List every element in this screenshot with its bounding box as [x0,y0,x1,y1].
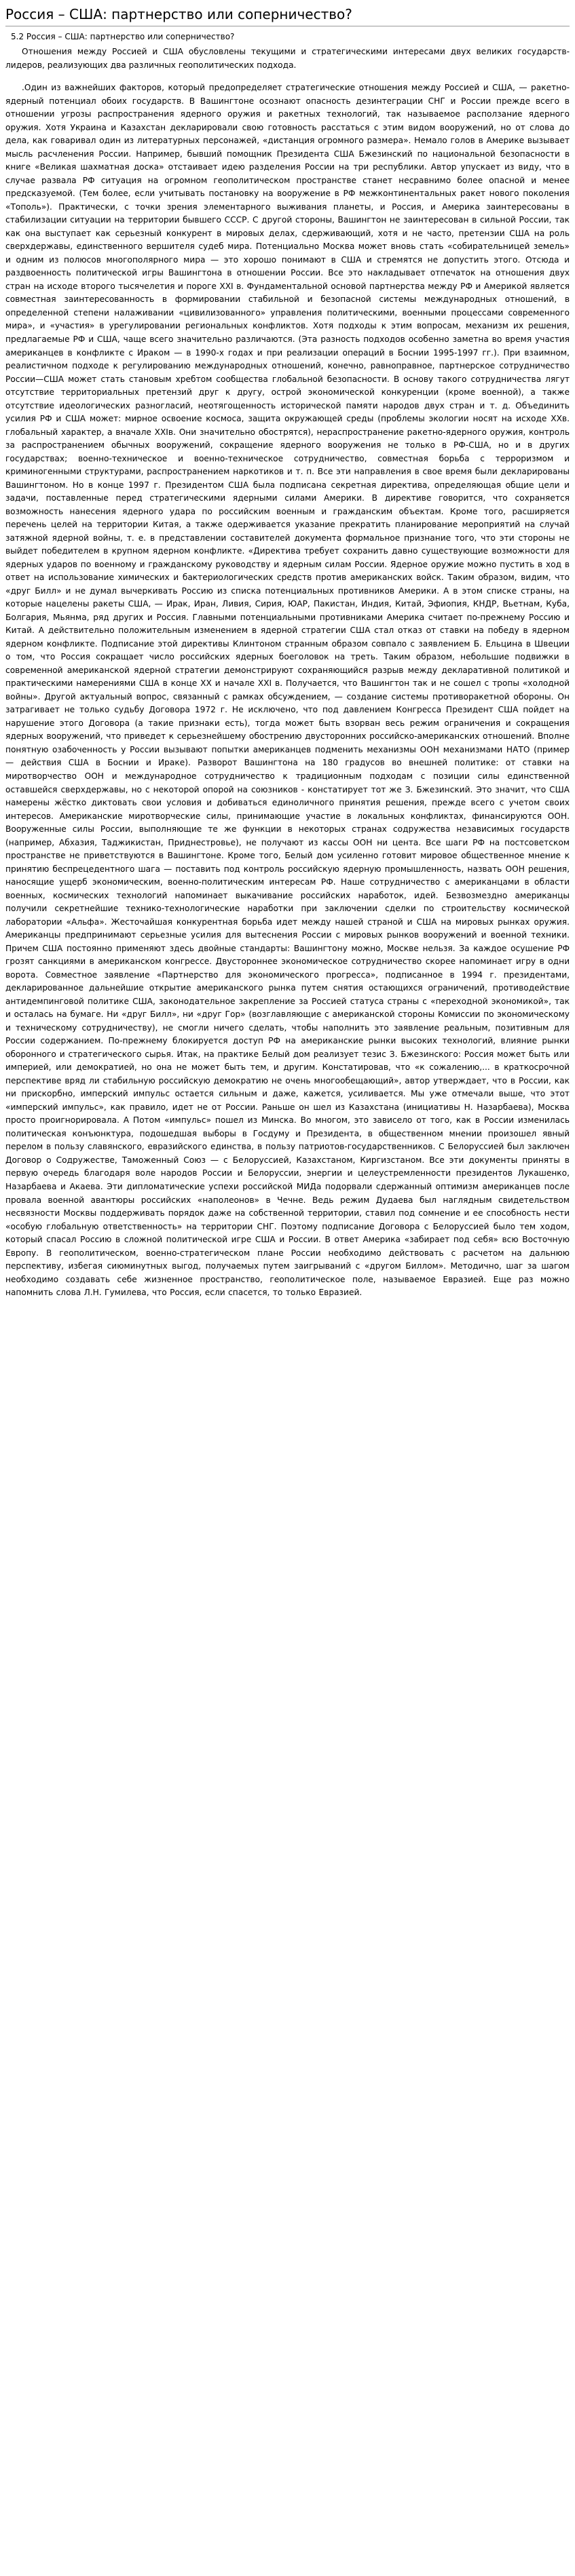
section-heading: 5.2 Россия – США: партнерство или соперничество? [11,32,235,41]
body-paragraph: .Один из важнейших факторов, который предопределяет стратегические отношения между Россией и США, — ракетно-ядерный потенциал обоих государств. В Вашингтоне осознают опасность дезинтеграции СНГ и России прежде всего в отношении угрозы распространения ядерного оружия и ракетных технологий, так называемое расползание ядерного оружия. Хотя Украина и Казахстан декларировали свою готовность расстаться с этим видом вооружений, но от слова до дела, как говаривал один из литературных персонажей, «дистанция огромного размера». Немало голов в Америке вызывает мысль расчленения России. Например, бывший помощник Президента США Бжезинский по национальной безопасности в книге «Великая шахматная доска» отстаивает идею разделения России на три республики. Автор упускает из виду, что в случае развала РФ ситуация на огромном геополитическом пространстве станет несравнимо более опасной и менее предсказуемой. (Тем более, если учитывать постановку на вооружение в РФ межконтинентальных ракет нового поколения «Тополь»). Практически, с точки зрения элементарного выживания планеты, и Россия, и Америка заинтересованы в стабилизации ситуации на территории бывшего СССР. С другой стороны, Вашингтон не заинтересован в сильной России, так как она выступает как серьезный конкурент в мировых делах, сдерживающий, хотя и не часто, претензии США на роль сверхдержавы, единственного вершителя судеб мира. Потенциально Москва может вновь стать «собирательницей земель» и одним из полюсов многополярного мира — это хорошо понимают в США и стремятся не допустить этого. Отсюда и раздвоенность политической игры Вашингтона в отношении России. Все это накладывает отпечаток на отношения двух стран на исходе второго тысячелетия и пороге XXI в. Фундаментальной основой партнерства между РФ и Америкой является совместная заинтересованность в формировании стабильной и безопасной системы международных отношений, в определенной степени налаживании «цивилизованного» управления политическими, военными процессами современного мира», и «участия» в урегулировании региональных конфликтов. Хотя подходы к этим вопросам, механизм их решения, предлагаемые РФ и США, чаще всего значительно различаются. (Эта разность подходов особенно заметна во время участия американцев в конфликте с Ираком — в 1990-х годах и при реализации операций в Боснии 1995-1997 гг.). При взаимном, реалистичном подходе к регулированию международных отношений, конечно, равноправное, партнерское сотрудничество России—США может стать становым хребтом сообщества глобальной безопасности. В основу такого сотрудничества лягут отсутствие территориальных претензий друг к другу, острой экономической конкуренции (кроме военной), а также отсутствие идеологических разногласий, неотягощенность исторической памяти народов двух стран и т. д. Объединить усилия РФ и США может: мирное освоение космоса, защита окружающей среды (проблемы экологии носят на исходе XXв. глобальный характер, а вначале XXIв. Они значительно обострятся), нераспространение ракетно-ядерного оружия, контроль за распространением обычных вооружений, сокращение ядерного вооружения не только в РФ-США, но и в других государствах; военно-техническое и военно-техническое сотрудничество, совместная борьба с терроризмом и криминогенными структурами, распространением наркотиков и т. п. Все эти направления в свое время были декларированы Вашингтоном. Но в конце 1997 г. Президентом США была подписана секретная директива, определяющая общие цели и задачи, поставленные перед стратегическими ядерными силами Америки. В директиве говорится, что сохраняется возможность нанесения ядерного удара по российским военным и гражданским объектам. Кроме того, расширяется перечень целей на территории Китая, а также одерживается указание прекратить планирование мероприятий на случай затяжной ядерной войны, т. е. в представлении составителей документа формальное признание того, что эти стороны не выйдет победителем в крупном ядерном конфликте. «Директива требует сохранить давно существующие возможности для ядерных ударов по военному и гражданскому руководству и ядерным силам России. Ядерное оружие можно пустить в ход в ответ на использование химических и бактериологических средств против американских войск. Таким образом, видим, что «друг Билл» и не думал вычеркивать Россию из списка потенциальных противников Америки. А в этом списке страны, на которые нацелены ракеты США, — Ирак, Иран, Ливия, Сирия, ЮАР, Пакистан, Индия, Китай, Эфиопия, КНДР, Вьетнам, Куба, Болгария, Мьянма, ряд других и Россия. Главными потенциальными противниками Америка считает по-прежнему Россию и Китай. А действительно положительным изменением в ядерной стратегии США стал отказ от ставки на победу в ядерном ядерном конфликте. Подписание этой директивы Клинтоном странным образом совпало с заявлением Б. Ельцина в Швеции о том, что Россия сокращает число российских ядерных боеголовок на треть. Таким образом, небольшие подвижки в современной американской ядерной стратегии демонстрируют сохраняющийся разрыв между декларативной политикой и практическими намерениями США в конце XX и начале XXI в. Получается, что Вашингтон так и не сошел с тропы «холодной войны». Другой актуальный вопрос, связанный с рамках обсуждением, — создание системы противоракетной обороны. Он затрагивает не только судьбу Договора 1972 г. Не исключено, что под давлением Конгресса Президент США пойдет на нарушение этого Договора (а такие признаки есть), тогда может быть взорван весь режим ограничения и сокращения ядерных вооружений, что приведет к серьезнейшему обострению двусторонних российско-американских отношений. Вполне понятную озабоченность у России вызывают попытки американцев подменить механизмы ООН механизмами НАТО (пример — действия США в Боснии и Ираке). Разворот Вашингтона на 180 градусов во внешней политике: от ставки на миротворчество ООН и международное сотрудничество к традиционным подходам с позиции силы единственной оставшейся сверхдержавы, но с некоторой опорой на союзников - констатирует тот же З. Бжезинский. Это значит, что США намерены жёстко диктовать свои условия и добиваться единоличного принятия решения, прежде всего с учетом своих интересов. Американские миротворческие силы, принимающие участие в локальных конфликтах, финансируются ООН. Вооруженные силы России, выполняющие те же функции в некоторых странах содружества независимых государств (например, Абхазия, Таджикистан, Приднестровье), не получают из кассы ООН ни цента. Все шаги РФ на постсоветском пространстве не приветствуются в Вашингтоне. Кроме того, Белый дом усиленно готовит мировое общественное мнение к принятию беспрецедентного шага — поставить под контроль российскую ядерную промышленность, назвать ООН решения, наносящие ущерб экономическим, военно-политическим интересам РФ. Наше сотрудничество с американцами в области военных, космических технологий напоминает выкачивание российских наработок, идей. Безвозмездно американцы получили секретнейшие технико-технологические наработки при заключении сделки по строительству космической лаборатории «Альфа». Жесточайшая конкурентная борьба идет между нашей страной и США на мировых рынках оружия. Американцы предпринимают серьезные усилия для вытеснения России с мировых рынков вооружений и военной техники. Причем США постоянно применяют здесь двойные стандарты: Вашингтону можно, Москве нельзя. За каждое осушение РФ грозят санкциями в американском конгрессе. Двустороннее экономическое сотрудничество скорее напоминает игру в одни ворота. Совместное заявление «Партнерство для экономического прогресса», подписанное в 1994 г. президентами, декларированное дальнейшие открытие американского рынка путем снятия остающихся ограничений, противодействие антидемпинговой политике США, законодательное закрепление за Россией статуса страны с «переходной экономикой», так и осталась на бумаге. Ни «друг Билл», ни «друг Гор» (возглавляющие с американской стороны Комиссии по экономическому и техническому сотрудничеству), не смогли ничего сделать, чтобы наполнить это заявление реальным, позитивным для России содержанием. По-прежнему блокируется доступ РФ на американские рынки высоких технологий, влияние рынки оборонного и стратегического сырья. Итак, на практике Белый дом реализует тезис З. Бжезинского: Россия может быть или империей, или демократией, но она не может быть тем, и другим. Констатировав, что «к сожалению,... в краткосрочной перспективе вряд ли стабильную российскую демократию не очень многообещающий», автор утверждает, что в России, как ни прискорбно, имперский импульс остается сильным и даже, кажется, усиливается. Мы уже отмечали выше, что этот «имперский импульс», как правило, идет не от России. Раньше он шел из Казахстана (инициативы Н. Назарбаева), Москва просто проигнорировала. А Потом «импульс» пошел из Минска. Во многом, это зависело от того, как в России изменилась политическая конъюнктура, подошедшая выборы в Госдуму и Президента, в общественном мнении произошел явный перелом в пользу славянского, евразийского единства, в пользу патриотов-государственников. С Белоруссией был заключен Договор о Содружестве, Таможенный Союз — с Белоруссией, Казахстаном, Киргизстаном. Все эти документы приняты в первую очередь благодаря воле народов России и Белоруссии, энергии и целеустремленности президентов Лукашенко, Назарбаева и Акаева. Эти дипломатические успехи российской МИДа подорвали сдержанный оптимизм американцев после провала военной авантюры российских «наполеонов» в Чечне. Ведь режим Дудаева был наглядным свидетельством несвязности Москвы поддерживать порядок даже на собственной территории, ставил под сомнение и ее способность нести «особую глобальную ответственность» на территории СНГ. Поэтому подписание Договора с Белоруссией было тем ходом, который спасал Россию в сложной политической игре США и России. В ответ Америка «забирает под себя» всю Восточную Европу. В геополитическом, военно-стратегическом плане России необходимо действовать с расчетом на дальнюю перспективу, избегая сиюминутных выгод, получаемых путем заигрываний с «другом Биллом». Методично, шаг за шагом необходимо создавать себе жизненное пространство, геополитическое поле, называемое Евразией. Еще раз можно напомнить слова Л.Н. Гумилева, что Россия, если спасется, то только Евразией. [5,83,570,1298]
article-title: Россия – США: партнерство или соперничество? [5,5,570,26]
lead-paragraph: Отношения между Россией и США обусловлены текущими и стратегическими интересами двух великих государств-лидеров, реализующих два различных геополитических подхода. [5,47,570,70]
